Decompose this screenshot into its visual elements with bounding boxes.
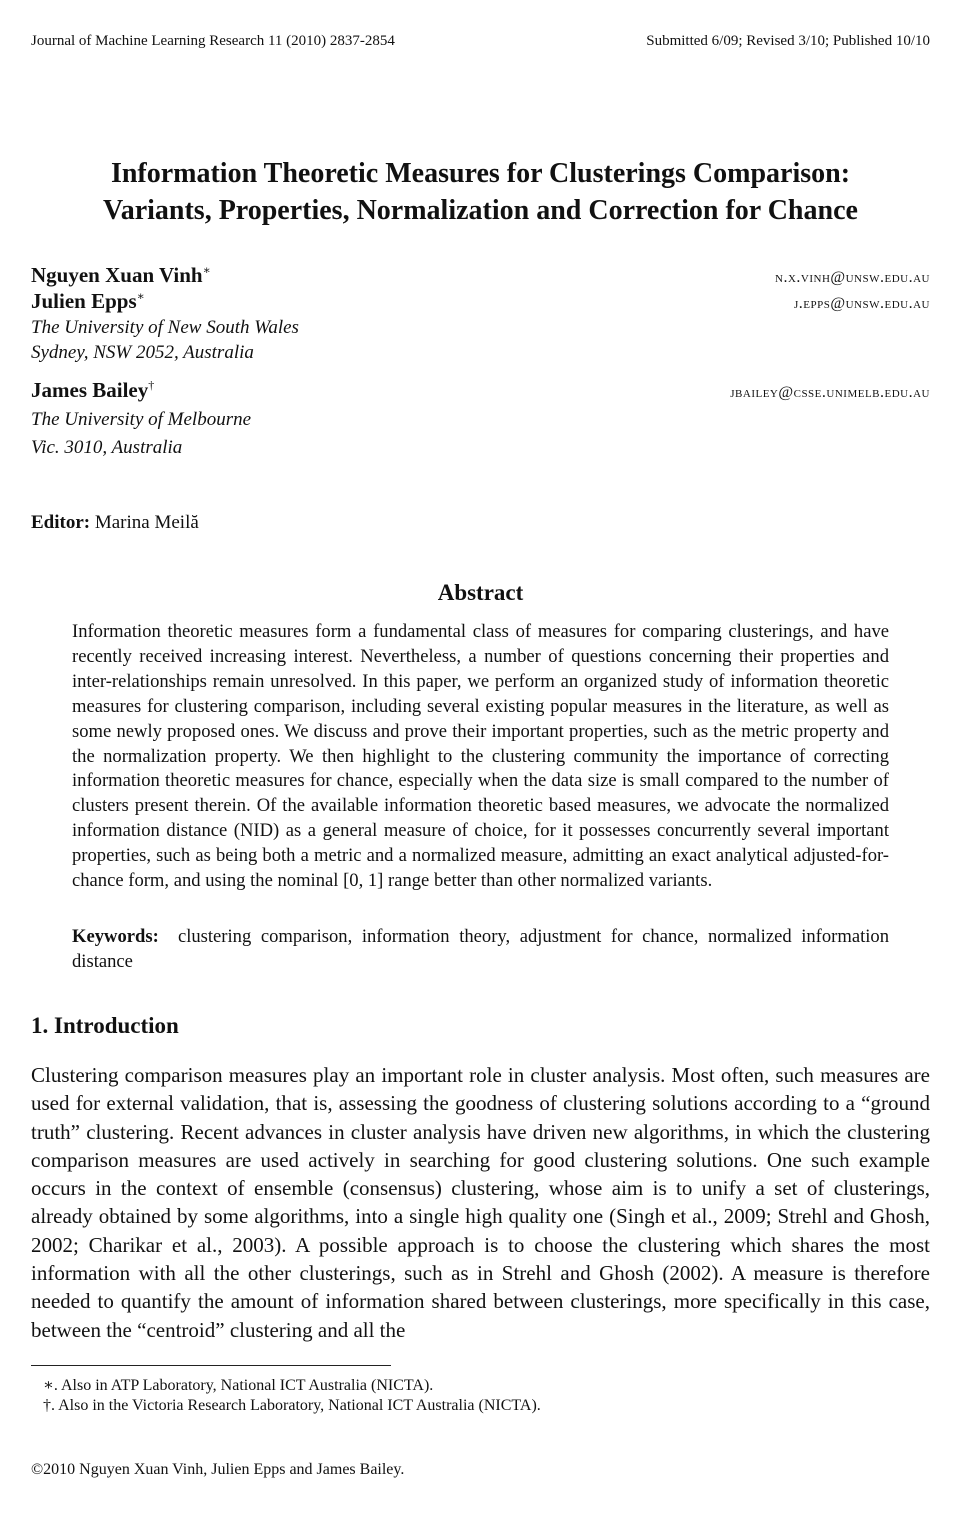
author-email: j.epps@unsw.edu.au bbox=[794, 295, 930, 312]
footnote-1: ∗. Also in ATP Laboratory, National ICT Australia (NICTA). bbox=[43, 1377, 434, 1394]
paper-title bbox=[31, 155, 930, 229]
keywords bbox=[72, 925, 889, 975]
keywords-label: Keywords: bbox=[72, 926, 159, 947]
author-email: n.x.vinh@unsw.edu.au bbox=[775, 269, 930, 286]
author-footnote-mark: † bbox=[148, 378, 155, 392]
author-row-epps bbox=[31, 289, 930, 314]
editor-name: Marina Meilă bbox=[94, 512, 199, 533]
author-row-vinh bbox=[31, 263, 930, 288]
author-name: Julien Epps∗ bbox=[31, 289, 145, 313]
author-email: jbailey@csse.unimelb.edu.au bbox=[730, 384, 930, 401]
editor-line bbox=[31, 512, 199, 534]
journal-citation: Journal of Machine Learning Research 11 (2010) 2837-2854 bbox=[31, 33, 395, 49]
affiliation-melbourne: The University of Melbourne Vic. 3010, Australia bbox=[31, 409, 252, 458]
submission-dates: Submitted 6/09; Revised 3/10; Published 10/10 bbox=[646, 33, 930, 49]
abstract-text: Information theoretic measures form a fundamental class of measures for comparing clusterings, and have recently received increasing interest. Nevertheless, a number of questions concerning their properties and inter-relationships remain unresolved. In this paper, we perform an organized study of information theoretic measures for clustering comparison, including several existing popular measures in the literature, as well as some newly proposed ones. We discuss and prove their important properties, such as the metric property and the normalization property. We then highlight to the clustering community the importance of correcting information theoretic measures for chance, especially when the data size is small compared to the number of clusters present therein. Of the available information theoretic based measures, we advocate the normalized information distance (NID) as a general measure of choice, for it possesses concurrently several important properties, such as being both a metric and a normalized measure, admitting an exact analytical adjusted-for-chance form, and using the nominal [0, 1] range better than other normalized variants. bbox=[72, 621, 889, 892]
abstract-heading: Abstract bbox=[437, 580, 524, 605]
footnote-2: †. Also in the Victoria Research Laboratory, National ICT Australia (NICTA). bbox=[43, 1397, 541, 1414]
running-head bbox=[31, 33, 930, 50]
section-heading: 1. Introduction bbox=[31, 1013, 179, 1038]
title-line-1: Information Theoretic Measures for Clusterings Comparison: bbox=[110, 158, 851, 189]
editor-label: Editor: bbox=[31, 512, 91, 533]
author-footnote-mark: ∗ bbox=[202, 263, 211, 277]
author-name: Nguyen Xuan Vinh∗ bbox=[31, 263, 211, 287]
author-footnote-mark: ∗ bbox=[136, 289, 145, 303]
title-line-2: Variants, Properties, Normalization and Correction for Chance bbox=[103, 195, 858, 226]
footnote-divider bbox=[31, 1365, 391, 1366]
copyright-notice: ©2010 Nguyen Xuan Vinh, Julien Epps and James Bailey. bbox=[31, 1461, 405, 1478]
author-row-bailey bbox=[31, 378, 930, 403]
affiliation-unsw: The University of New South Wales Sydney, NSW 2052, Australia bbox=[31, 317, 299, 363]
introduction-text: Clustering comparison measures play an important role in cluster analysis. Most often, such measures are used for external validation, that is, assessing the goodness of clustering solutions according to a “ground truth” clustering. Recent advances in cluster analysis have driven new algorithms, in which the clustering comparison measures are used actively in searching for good clustering solutions. One such example occurs in the context of ensemble (consensus) clustering, whose aim is to unify a set of clusterings, already obtained by some algorithms, into a single high quality one (Singh et al., 2009; Strehl and Ghosh, 2002; Charikar et al., 2003). A possible approach is to choose the clustering which shares the most information with all the other clusterings, such as in Strehl and Ghosh (2002). A measure is therefore needed to quantify the amount of information shared between clusterings, more specifically in this case, between the “centroid” clustering and all the bbox=[31, 1063, 930, 1342]
author-name: James Bailey† bbox=[31, 378, 155, 402]
keywords-text: clustering comparison, information theory, adjustment for chance, normalized information distance bbox=[72, 926, 889, 972]
